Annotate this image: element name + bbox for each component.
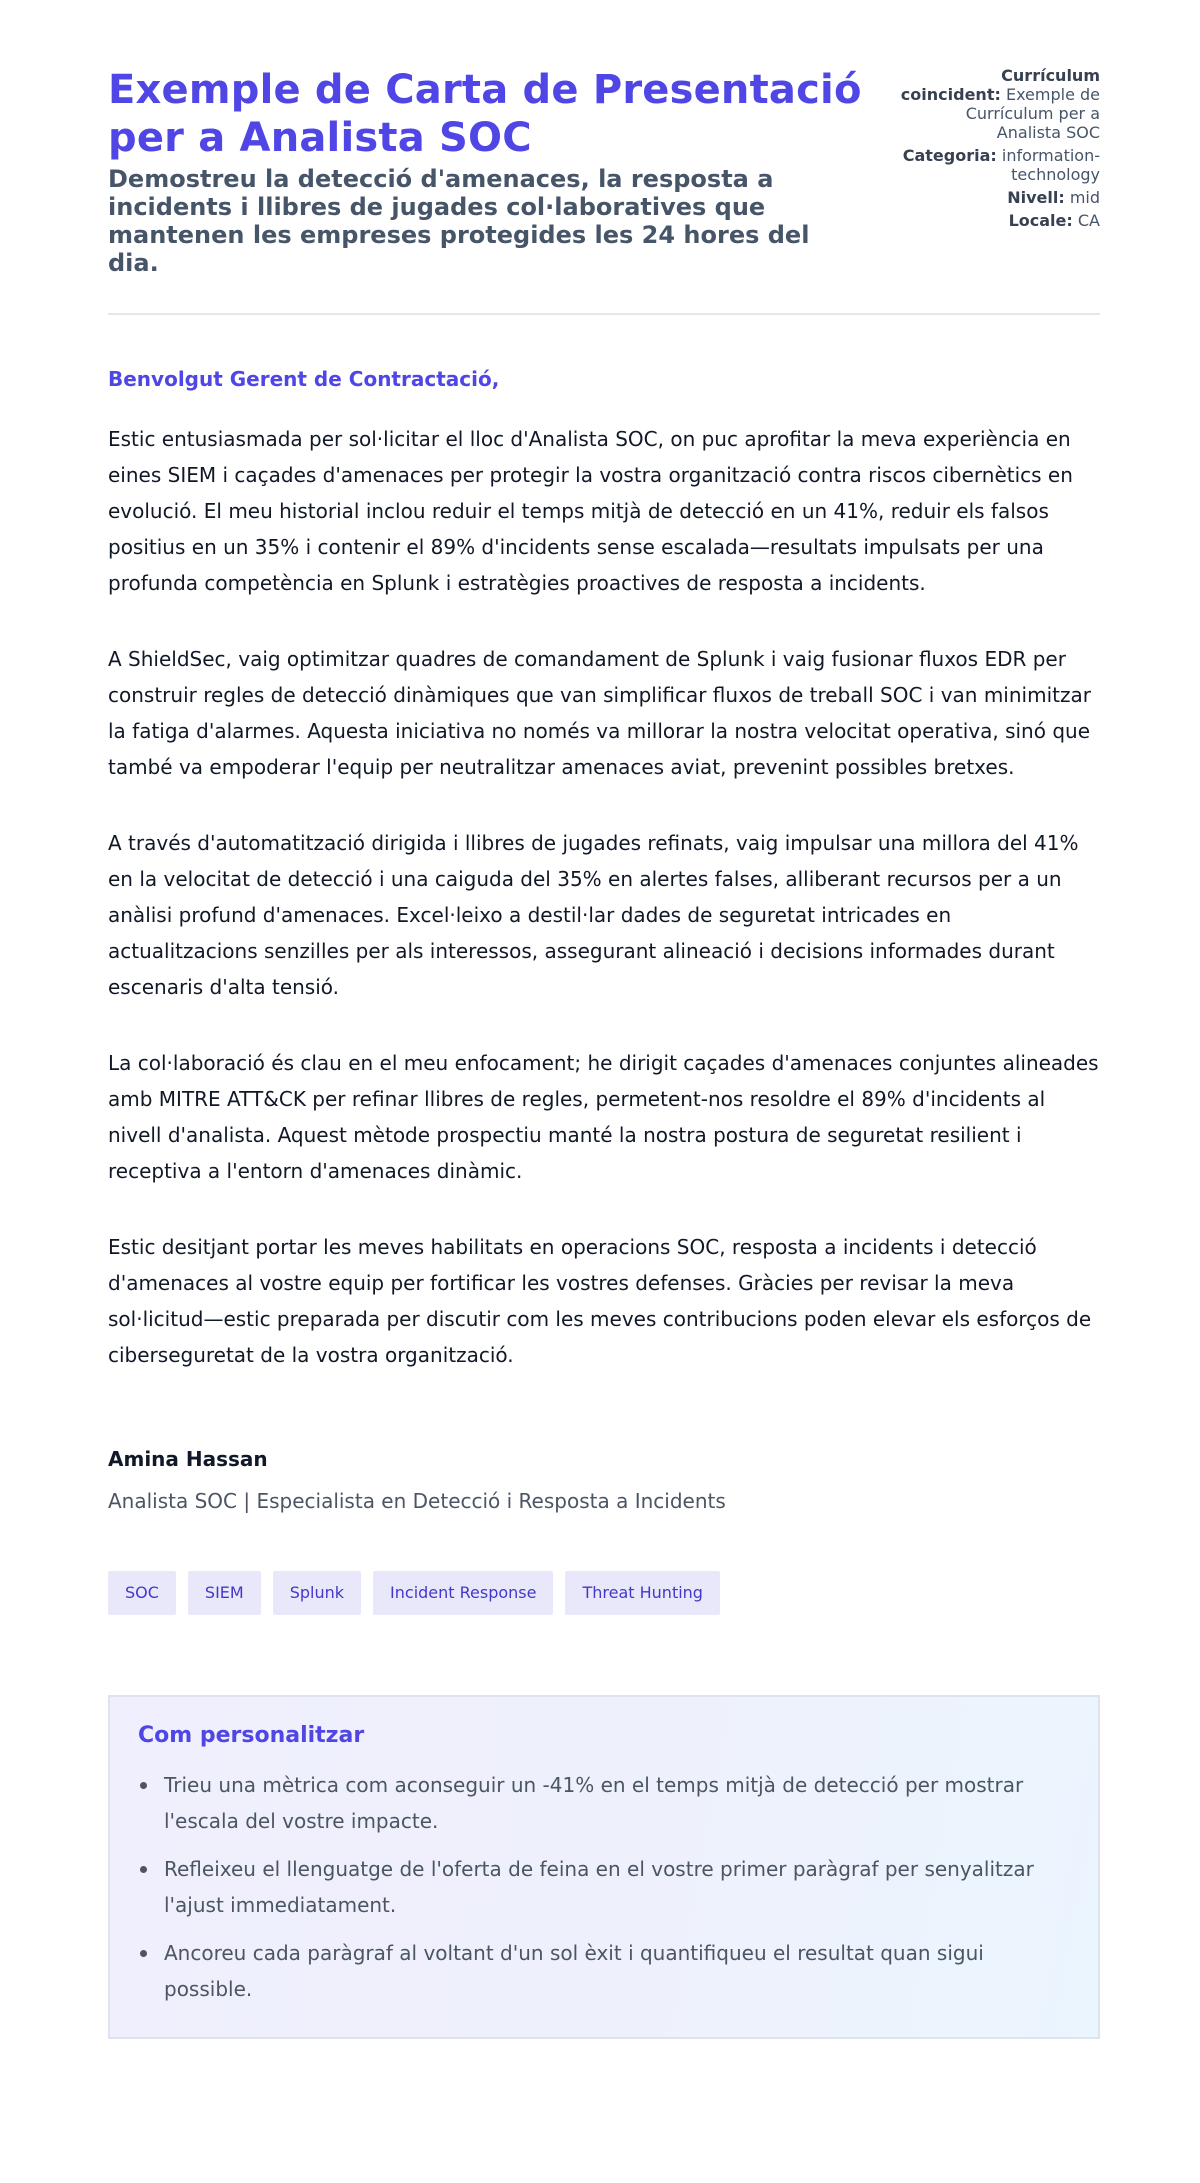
tip-text: Trieu una mètrica com aconseguir un -41% en el temps mitjà de detecció per mostrar l'escala del vostre impacte. — [164, 1773, 1024, 1833]
letter-paragraph: Estic desitjant portar les meves habilitats en operacions SOC, resposta a incidents i detecció d'amenaces al vostre equip per fortificar les vostres defenses. Gràcies per revisar la meva sol·licitud—estic preparada per discutir com les meves contribucions poden elevar els esforços de ciberseguretat de la vostra organització. — [108, 1235, 1092, 1367]
letter-paragraph: Estic entusiasmada per sol·licitar el lloc d'Analista SOC, on puc aprofitar la meva experiència en eines SIEM i caçades d'amenaces per protegir la vostra organització contra riscos cibernètics en evolució. El meu historial inclou reduir el temps mitjà de detecció en un 41%, reduir els falsos positius en un 35% i contenir el 89% d'incidents sense escalada—resultats impulsats per una profunda competència en Splunk i estratègies proactives de resposta a incidents. — [108, 427, 1073, 595]
tips-list-item — [164, 1767, 1070, 1839]
signature-title: Analista SOC | Especialista en Detecció i Resposta a Incidents — [108, 1489, 726, 1513]
letter-paragraph: A ShieldSec, vaig optimitzar quadres de comandament de Splunk i vaig fusionar fluxos EDR per construir regles de detecció dinàmiques que van simplificar fluxos de treball SOC i van minimitzar la fatiga d'alarmes. Aquesta iniciativa no només va millorar la nostra velocitat operativa, sinó que també va empoderar l'equip per neutralitzar amenaces aviat, prevenint possibles bretxes. — [108, 647, 1091, 779]
page-title: Exemple de Carta de Presentació per a Analista SOC — [108, 67, 862, 161]
tag-threat-hunting: Threat Hunting — [565, 1571, 719, 1615]
meta-value: CA — [1077, 211, 1100, 230]
tips-title: Com personalitzar — [138, 1723, 365, 1748]
meta-category — [900, 146, 1100, 184]
meta-matching-resume — [900, 66, 1100, 142]
page-header — [108, 66, 1100, 315]
bullet-icon — [140, 1782, 147, 1789]
meta-key: Currículum coincident: — [900, 66, 1100, 104]
meta-value: Exemple de Currículum per a Analista SOC — [965, 85, 1100, 142]
tag-siem: SIEM — [188, 1571, 261, 1615]
tag-incident-response: Incident Response — [373, 1571, 553, 1615]
meta-value: mid — [1069, 188, 1100, 207]
meta-locale — [900, 211, 1100, 230]
bullet-icon — [140, 1950, 147, 1957]
letter-paragraph: La col·laboració és clau en el meu enfocament; he dirigit caçades d'amenaces conjuntes alineades amb MITRE ATT&CK per refinar llibres de regles, permetent-nos resoldre el 89% d'incidents al nivell d'analista. Aquest mètode prospectiu manté la nostra postura de seguretat resilient i receptiva a l'entorn d'amenaces dinàmic. — [108, 1051, 1099, 1183]
tips-list — [138, 1767, 1070, 2007]
tips-list-item — [164, 1851, 1070, 1923]
signature-block — [108, 1445, 1100, 1515]
meta-key: Categoria: — [902, 146, 997, 165]
tip-text: Refleixeu el llenguatge de l'oferta de feina en el vostre primer paràgraf per senyalitzar l'ajust immediatament. — [164, 1857, 1034, 1917]
letter-body — [108, 365, 1100, 1515]
meta-value: information-technology — [1001, 146, 1100, 184]
tag-splunk: Splunk — [273, 1571, 361, 1615]
signature-name: Amina Hassan — [108, 1447, 268, 1471]
bullet-icon — [140, 1866, 147, 1873]
tip-text: Ancoreu cada paràgraf al voltant d'un sol èxit i quantifiqueu el resultat quan sigui possible. — [164, 1941, 984, 2001]
skill-tags — [108, 1571, 1100, 1615]
header-titles — [108, 66, 868, 277]
tag-soc: SOC — [108, 1571, 176, 1615]
meta-key: Locale: — [1008, 211, 1073, 230]
letter-greeting: Benvolgut Gerent de Contractació, — [108, 367, 500, 391]
tips-list-item — [164, 1935, 1070, 2007]
letter-paragraph: A través d'automatització dirigida i llibres de jugades refinats, vaig impulsar una millora del 41% en la velocitat de detecció i una caiguda del 35% en alertes falses, alliberant recursos per a un anàlisi profund d'amenaces. Excel·leixo a destil·lar dades de seguretat intricades en actualitzacions senzilles per als interessos, assegurant alineació i decisions informades durant escenaris d'alta tensió. — [108, 831, 1079, 999]
metadata-panel — [900, 66, 1100, 234]
page-subtitle: Demostreu la detecció d'amenaces, la resposta a incidents i llibres de jugades col·laboratives que mantenen les empreses protegides les 24 hores del dia. — [108, 165, 810, 277]
customization-tips-box — [108, 1695, 1100, 2039]
meta-key: Nivell: — [1007, 188, 1065, 207]
meta-level — [900, 188, 1100, 207]
